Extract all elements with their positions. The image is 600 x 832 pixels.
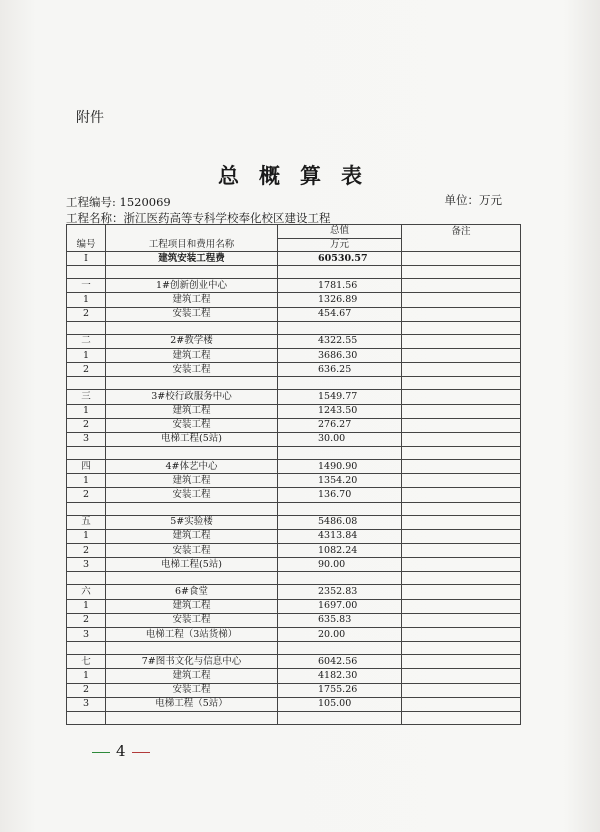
row-number: 2 [67,613,106,627]
table-row [67,613,521,627]
row-number: 一 [67,279,106,293]
row-item-name: 安装工程 [106,418,278,432]
row-value: 1697.00 [278,599,402,613]
row-item-name: 2#教学楼 [106,334,278,348]
row-remark [402,683,521,697]
row-number: 六 [67,585,106,599]
row-remark [402,279,521,293]
row-number: 3 [67,558,106,572]
row-remark [402,613,521,627]
row-remark [402,390,521,404]
header-row-1 [67,225,521,239]
table-row [67,585,521,599]
row-item-name: 建筑工程 [106,529,278,543]
row-remark [402,599,521,613]
row-value: 30.00 [278,432,402,446]
blank-row [67,321,521,334]
row-remark [402,404,521,418]
footer-dash-right [132,752,150,753]
row-item-name: 建筑工程 [106,474,278,488]
table-row [67,529,521,543]
row-item-name: 1#创新创业中心 [106,279,278,293]
row-value: 1326.89 [278,293,402,307]
project-number: 工程编号: 1520069 [66,195,171,209]
table-row [67,307,521,321]
table-row [67,515,521,529]
row-number: 3 [67,627,106,641]
row-value: 136.70 [278,488,402,502]
row-value: 1781.56 [278,279,402,293]
row-value: 636.25 [278,363,402,377]
row-remark [402,348,521,362]
table-row [67,669,521,683]
row-number: 2 [67,363,106,377]
row-item-name: 安装工程 [106,488,278,502]
row-number: 2 [67,683,106,697]
row-remark [402,697,521,711]
row-number: I [67,252,106,266]
row-number: 3 [67,432,106,446]
page-number: 4 [116,742,126,760]
row-item-name: 电梯工程（5站） [106,697,278,711]
row-remark [402,655,521,669]
row-value: 1354.20 [278,474,402,488]
header-no: 编号 [67,238,106,252]
row-number: 2 [67,307,106,321]
row-remark [402,293,521,307]
row-number: 1 [67,669,106,683]
row-item-name: 电梯工程(5站) [106,432,278,446]
row-value: 4313.84 [278,529,402,543]
row-remark [402,669,521,683]
blank-row [67,642,521,655]
row-number: 五 [67,515,106,529]
row-number: 四 [67,460,106,474]
row-number: 二 [67,334,106,348]
header-row-2 [67,238,521,252]
row-item-name: 7#图书文化与信息中心 [106,655,278,669]
row-remark [402,488,521,502]
row-value: 1549.77 [278,390,402,404]
table-row [67,655,521,669]
table-row [67,474,521,488]
row-number: 1 [67,404,106,418]
row-remark [402,418,521,432]
row-number: 2 [67,544,106,558]
row-value: 1490.90 [278,460,402,474]
row-remark [402,460,521,474]
table-row [67,683,521,697]
row-remark [402,544,521,558]
row-value: 3686.30 [278,348,402,362]
row-remark [402,585,521,599]
row-number: 1 [67,293,106,307]
row-number: 1 [67,529,106,543]
blank-row [67,502,521,515]
appendix-label: 附件 [76,110,104,126]
header-item: 工程项目和费用名称 [106,238,278,252]
row-number: 三 [67,390,106,404]
row-remark [402,432,521,446]
row-item-name: 建筑安装工程费 [106,252,278,266]
project-name: 工程名称：浙江医药高等专科学校奉化校区建设工程 [66,211,331,225]
row-item-name: 安装工程 [106,307,278,321]
row-number: 3 [67,697,106,711]
row-number: 1 [67,474,106,488]
row-item-name: 安装工程 [106,683,278,697]
row-item-name: 安装工程 [106,363,278,377]
row-remark [402,252,521,266]
table-row [67,460,521,474]
row-value: 1082.24 [278,544,402,558]
row-value: 1755.26 [278,683,402,697]
blank-row [67,711,521,724]
blank-row [67,266,521,279]
table-row [67,558,521,572]
row-item-name: 建筑工程 [106,348,278,362]
row-remark [402,558,521,572]
table-row [67,488,521,502]
row-remark [402,363,521,377]
row-remark [402,627,521,641]
header-total-value: 总值 [278,225,402,239]
header-remark: 备注 [402,225,521,239]
row-item-name: 6#食堂 [106,585,278,599]
row-item-name: 4#体艺中心 [106,460,278,474]
footer-dash-left [92,752,110,753]
row-value: 105.00 [278,697,402,711]
table-row [67,279,521,293]
row-number: 1 [67,348,106,362]
row-value: 20.00 [278,627,402,641]
table-row [67,697,521,711]
table-row [67,627,521,641]
row-item-name: 建筑工程 [106,293,278,307]
row-value: 2352.83 [278,585,402,599]
row-item-name: 电梯工程(5站) [106,558,278,572]
row-remark [402,515,521,529]
row-remark [402,474,521,488]
row-item-name: 电梯工程（3站货梯） [106,627,278,641]
table-row [67,363,521,377]
row-value: 90.00 [278,558,402,572]
table-row [67,404,521,418]
row-number: 七 [67,655,106,669]
header-unit: 万元 [278,238,402,252]
blank-row [67,377,521,390]
row-item-name: 安装工程 [106,544,278,558]
page-title: 总概算表 [218,163,382,188]
row-item-name: 5#实验楼 [106,515,278,529]
row-item-name: 建筑工程 [106,599,278,613]
table-row [67,544,521,558]
row-remark [402,307,521,321]
row-item-name: 建筑工程 [106,404,278,418]
table-row [67,334,521,348]
table-row [67,418,521,432]
blank-row [67,572,521,585]
row-value: 4182.30 [278,669,402,683]
page-footer [86,742,156,760]
row-value: 276.27 [278,418,402,432]
row-value: 1243.50 [278,404,402,418]
row-value: 454.67 [278,307,402,321]
row-remark [402,529,521,543]
row-number: 2 [67,418,106,432]
row-number: 2 [67,488,106,502]
unit-label: 单位：万元 [444,193,502,207]
table-row [67,293,521,307]
table-row [67,252,521,266]
row-number: 1 [67,599,106,613]
row-value: 6042.56 [278,655,402,669]
table-row [67,390,521,404]
row-value: 60530.57 [278,252,402,266]
row-value: 4322.55 [278,334,402,348]
row-item-name: 安装工程 [106,613,278,627]
table-row [67,348,521,362]
row-value: 5486.08 [278,515,402,529]
row-item-name: 3#校行政服务中心 [106,390,278,404]
row-value: 635.83 [278,613,402,627]
table-row [67,432,521,446]
table-row [67,599,521,613]
row-remark [402,334,521,348]
blank-row [67,447,521,460]
budget-table [66,224,521,725]
row-item-name: 建筑工程 [106,669,278,683]
